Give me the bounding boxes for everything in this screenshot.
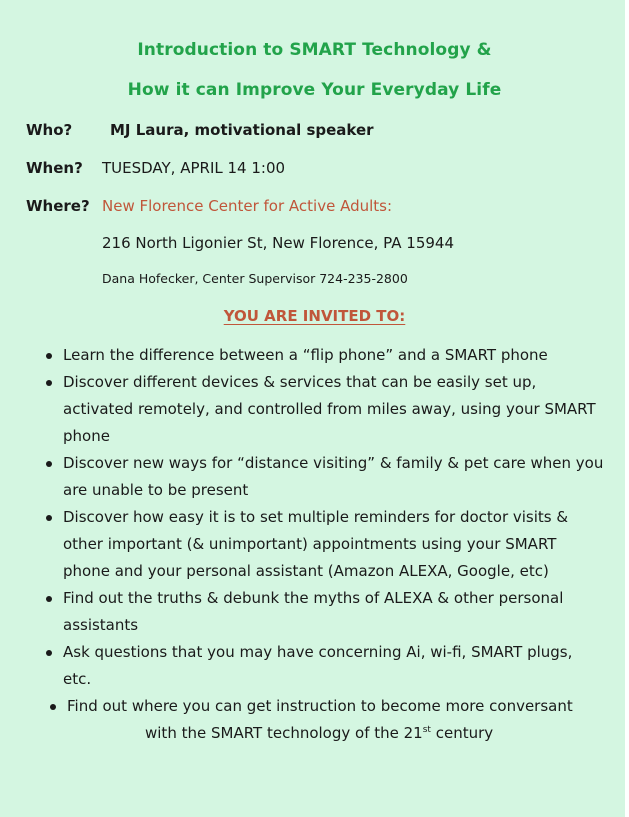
list-item-text: Discover new ways for “distance visiting” & family & pet care when you are unable to be present: [63, 454, 604, 499]
list-item: [44, 450, 604, 504]
list-item-text: Find out the truths & debunk the myths of ALEXA & other personal assistants: [63, 589, 564, 634]
list-item: [44, 693, 604, 747]
list-item-text: century: [430, 724, 494, 742]
list-item: [44, 585, 604, 639]
list-item: [44, 342, 604, 369]
when-value: TUESDAY, APRIL 14 1:00: [102, 159, 286, 177]
who-value: MJ Laura, motivational speaker: [110, 121, 374, 139]
list-item-text: Ask questions that you may have concerning Ai, wi-fi, SMART plugs, etc.: [63, 643, 573, 688]
list-item-text: Discover different devices & services that can be easily set up, activated remotely, and controlled from miles away, using your SMART phone: [63, 373, 596, 445]
list-item-text: Find out where you can get instruction to become more conversant: [67, 697, 573, 715]
when-label: When?: [26, 159, 83, 177]
venue-contact: Dana Hofecker, Center Supervisor 724-235-2800: [102, 271, 408, 286]
list-item-text: Learn the difference between a “flip phone” and a SMART phone: [63, 346, 548, 364]
bullet-dot-icon: [46, 596, 52, 602]
who-label: Who?: [26, 121, 73, 139]
where-label: Where?: [26, 197, 90, 215]
bullet-dot-icon: [46, 650, 52, 656]
bullet-dot-icon: [46, 380, 52, 386]
bullet-dot-icon: [50, 704, 56, 710]
list-item-text: Discover how easy it is to set multiple reminders for doctor visits & other important (& unimportant) appointments using your SMART phone and your personal assistant (Amazon ALEXA, Google, etc): [63, 508, 569, 580]
list-item: [44, 369, 604, 450]
bullet-dot-icon: [46, 515, 52, 521]
bullet-dot-icon: [46, 461, 52, 467]
invited-heading: YOU ARE INVITED TO:: [223, 307, 406, 325]
bullet-dot-icon: [46, 353, 52, 359]
list-item-continuation: [67, 720, 604, 747]
list-item: [44, 504, 604, 585]
flyer-title-line-2: How it can Improve Your Everyday Life: [127, 80, 502, 100]
flyer-title-line-1: Introduction to SMART Technology &: [137, 40, 492, 60]
ordinal-suffix: st: [422, 725, 431, 735]
venue-address: 216 North Ligonier St, New Florence, PA 15944: [102, 234, 454, 252]
where-venue: New Florence Center for Active Adults:: [102, 197, 393, 215]
list-item: [44, 639, 604, 693]
scan-edge: [625, 0, 629, 817]
invitation-list: [44, 342, 604, 747]
list-item-text: with the SMART technology of the 21: [145, 724, 423, 742]
